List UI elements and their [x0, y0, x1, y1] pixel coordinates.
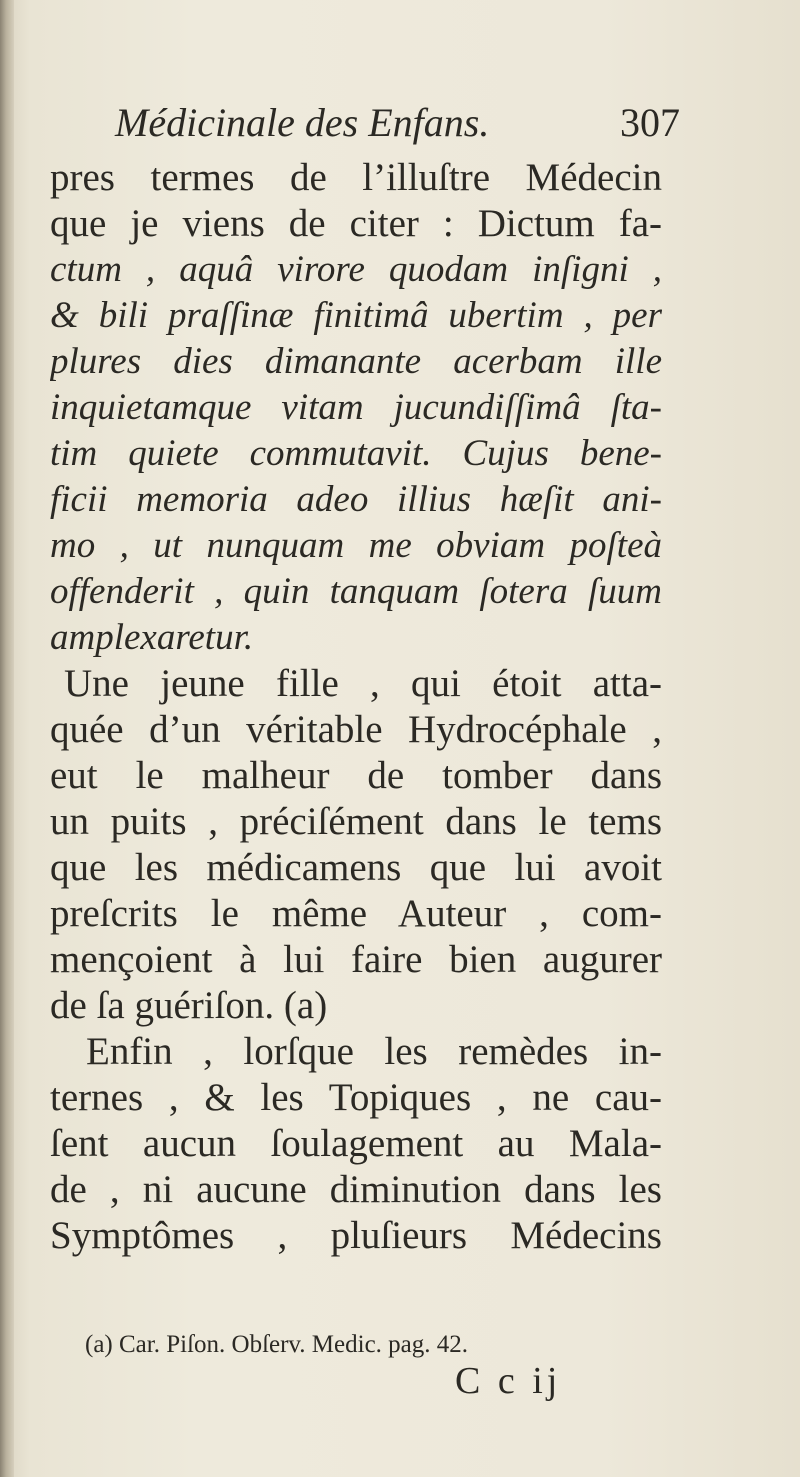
text-line: Enfin , lorſque les remèdes in-: [86, 1030, 662, 1073]
text-line: pres termes de l’illuſtre Médecin: [50, 156, 662, 199]
text-line: un puits , préciſément dans le tems: [50, 800, 662, 843]
text-line: tim quiete commutavit. Cujus bene-: [50, 433, 662, 474]
text-line: inquietamque vitam jucundiſſimâ ſta-: [50, 387, 662, 428]
text-line: mençoient à lui faire bien augurer: [50, 938, 662, 981]
running-title: Médicinale des Enfans.: [115, 100, 490, 145]
text-line: Une jeune fille , qui étoit atta-: [64, 662, 662, 705]
text-line: que je viens de citer : Dictum fa-: [50, 202, 662, 245]
page-body: [50, 155, 662, 1259]
text-line: preſcrits le même Auteur , com-: [50, 892, 662, 935]
text-line: eut le malheur de tomber dans: [50, 754, 662, 797]
page-header: [110, 98, 690, 152]
page-binding-edge: [0, 0, 14, 1477]
text-line: & bili praſſinæ finitimâ ubertim , per: [50, 295, 662, 336]
text-line: mo , ut nunquam me obviam poſteà: [50, 525, 662, 566]
text-line: ficii memoria adeo illius hæſit ani-: [50, 479, 662, 520]
text-line: de ſa guériſon. (a): [50, 984, 328, 1027]
text-line: quée d’un véritable Hydrocéphale ,: [50, 708, 662, 751]
text-line: plures dies dimanante acerbam ille: [50, 341, 662, 382]
text-line: ctum , aquâ virore quodam inſigni ,: [50, 249, 662, 290]
page-number: 307: [620, 100, 680, 145]
text-line: ſent aucun ſoulagement au Mala-: [50, 1122, 662, 1165]
text-line: Symptômes , pluſieurs Médecins: [50, 1214, 662, 1257]
footnote: (a) Car. Piſon. Obſerv. Medic. pag. 42.: [85, 1331, 469, 1358]
text-line: offenderit , quin tanquam ſotera ſuum: [50, 571, 662, 612]
signature-mark: C c ij: [455, 1360, 562, 1402]
text-line: de , ni aucune diminution dans les: [50, 1168, 662, 1211]
text-line: ternes , & les Topiques , ne cau-: [50, 1076, 662, 1119]
text-line: amplexaretur.: [50, 617, 254, 658]
text-line: que les médicamens que lui avoit: [50, 846, 662, 889]
